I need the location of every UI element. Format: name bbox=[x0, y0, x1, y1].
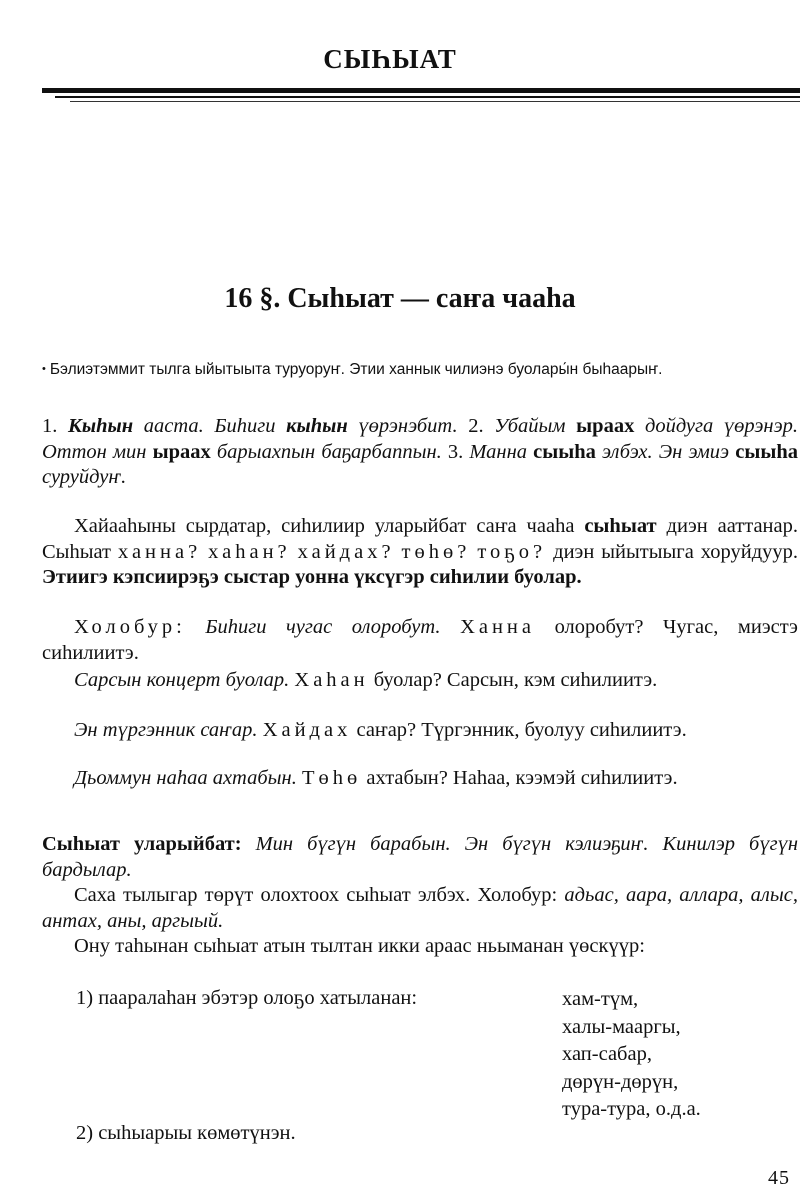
list-item: 1) пааралаһан эбэтэр олоҕо хатыланан: bbox=[76, 987, 418, 1009]
header-rule-medium bbox=[55, 96, 800, 98]
list-word: халы-мааргы, bbox=[562, 1015, 681, 1038]
page-number: 45 bbox=[768, 1167, 790, 1189]
example-paragraph-time: Сарсын концерт буолар. Хаһан буолар? Сарсын, кэм сиһилиитэ. bbox=[74, 669, 658, 691]
list-word: хап-сабар, bbox=[562, 1043, 652, 1065]
example-sentences: 1. Кыһын ааста. Биһиги кыһын үөрэнэбит. 2. Убайым ыраах дойдуга үөрэнэр. Оттон мин ыраах барыахпын баҕарбаппын. 3. Манна сыыһа элбэх. Эн эмиэ сыыһа суруйдуҥ. bbox=[42, 415, 798, 488]
section-heading: 16 §. Сыһыат — саҥа чааһа bbox=[224, 283, 576, 314]
list-item: 2) сыһыарыы көмөтүнэн. bbox=[76, 1122, 296, 1144]
list-word: хам-түм, bbox=[562, 988, 639, 1010]
list-word: тура-тура, о.д.а. bbox=[562, 1098, 701, 1120]
example-paragraph-degree: Дьоммун наһаа ахтабын. Төһө ахтабын? Наһаа, кээмэй сиһилиитэ. bbox=[74, 767, 678, 789]
definition-paragraph: Хайааһыны сырдатар, сиһилиир уларыйбат саҥа чааһа сыһыат диэн ааттанар. Сыһыат ханна? хаһан? хайдах? төһө? тоҕо? диэн ыйытыыга хоруйдуур. Этиигэ кэпсиирэҕэ сыстар уонна үксүгэр сиһилии буолар. bbox=[42, 515, 798, 588]
chapter-title: СЫҺЫАТ bbox=[323, 44, 457, 74]
formation-paragraph: Ону таһынан сыһыат атын тылтан икки араас ньыманан үөскүүр: bbox=[74, 935, 645, 957]
bullet-icon: • bbox=[42, 363, 46, 375]
example-paragraph-place: Холобур: Биһиги чугас олоробут. Ханна олоробут? Чугас, миэстэ сиһилиитэ. bbox=[42, 616, 798, 664]
example-paragraph-manner: Эн түргэнник саҥар. Хайдах саҥар? Түргэнник, буолуу сиһилиитэ. bbox=[74, 719, 687, 741]
header-rule-thick bbox=[42, 88, 800, 93]
reduplication-examples bbox=[562, 986, 701, 1124]
header-rule-thin bbox=[70, 101, 800, 102]
list-word: дөрүн-дөрүн, bbox=[562, 1070, 679, 1093]
invariable-paragraph: Сыһыат уларыйбат: Мин бүгүн барабын. Эн бүгүн кэлиэҕиҥ. Кинилэр бүгүн бардылар. bbox=[42, 833, 798, 881]
task-text: Бэлиэтэммит тылга ыйытыыта туруоруҥ. Этии ханнык чилиэнэ буолары́н быһаарыҥ. bbox=[49, 361, 663, 378]
task-instruction bbox=[42, 358, 798, 381]
native-adverbs-paragraph: Саха тылыгар төрүт олохтоох сыһыат элбэх. Холобур: адьас, аара, аллара, алыс, антах, аны, аргыый. bbox=[42, 884, 798, 932]
